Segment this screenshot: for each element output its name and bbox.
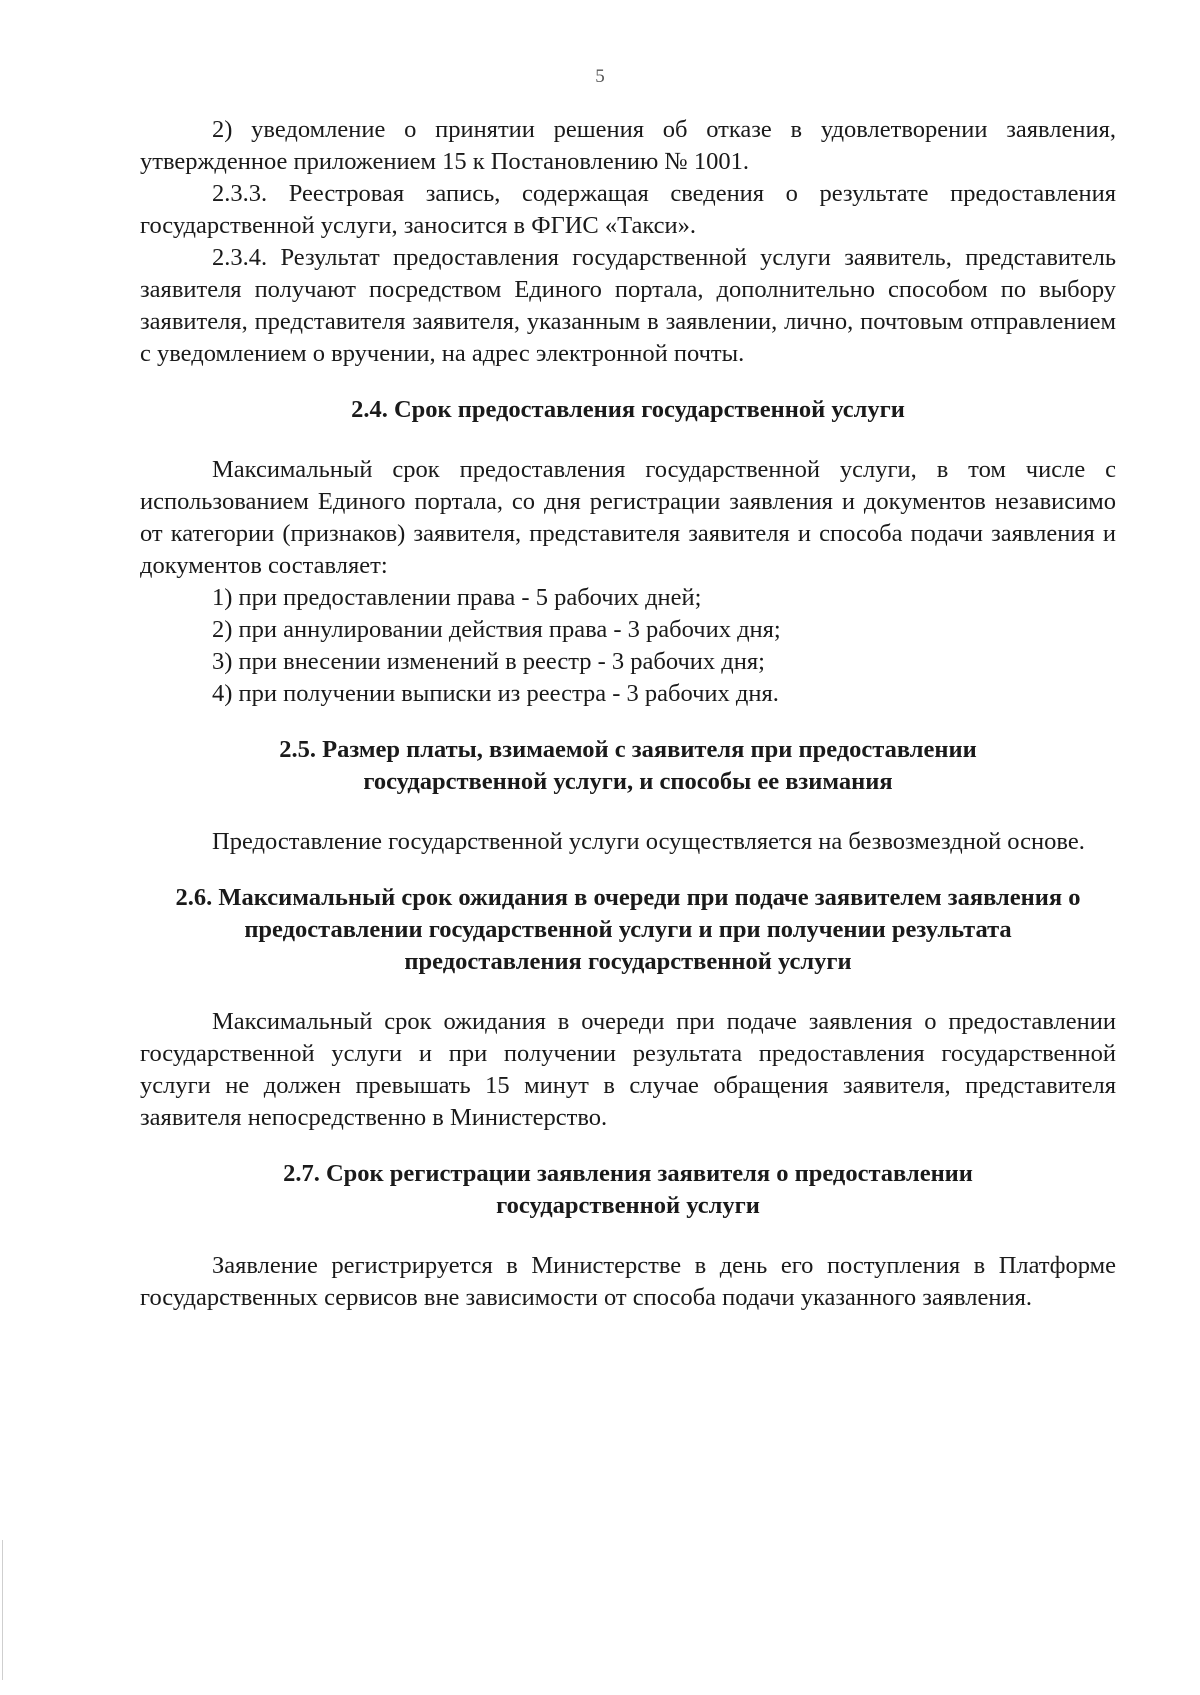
heading-2-4: 2.4. Срок предоставления государственной услуги xyxy=(351,396,905,423)
list-item-4: 4) при получении выписки из реестра - 3 рабочих дня. xyxy=(212,680,779,707)
paragraph-queue-time: Максимальный срок ожидания в очереди при подаче заявления о предоставлении государственной услуги и при получении результата предоставления государственной услуги не должен превышать 15 минут в случае обращения заявителя, представителя заявителя непосредственно в Министерство. xyxy=(140,1008,1116,1131)
list-item-2: 2) при аннулировании действия права - 3 рабочих дня; xyxy=(212,616,781,643)
heading-2-7: 2.7. Срок регистрации заявления заявителя о предоставлении государственной услуги xyxy=(283,1160,973,1219)
paragraph-registration: Заявление регистрируется в Министерстве в день его поступления в Платформе государственных сервисов вне зависимости от способа подачи указанного заявления. xyxy=(140,1252,1116,1311)
list-item-3: 3) при внесении изменений в реестр - 3 рабочих дня; xyxy=(212,648,765,675)
list-item-1: 1) при предоставлении права - 5 рабочих дней; xyxy=(212,584,702,611)
page-number: 5 xyxy=(595,66,605,87)
paragraph-2-3-3: 2.3.3. Реестровая запись, содержащая сведения о результате предоставления государственной услуги, заносится в ФГИС «Такси». xyxy=(140,180,1116,239)
paragraph-fee: Предоставление государственной услуги осуществляется на безвозмездной основе. xyxy=(212,828,1085,855)
paragraph-2-3-4: 2.3.4. Результат предоставления государственной услуги заявитель, представитель заявителя получают посредством Единого портала, дополнительно способом по выбору заявителя, представителя заявителя, указанным в заявлении, лично, почтовым отправлением с уведомлением о вручении, на адрес электронной почты. xyxy=(140,244,1116,367)
scan-edge-mark xyxy=(2,1540,3,1680)
document-body xyxy=(140,114,1116,1314)
paragraph-max-term: Максимальный срок предоставления государственной услуги, в том числе с использованием Единого портала, со дня регистрации заявления и документов независимо от категории (признаков) заявителя, представителя заявителя и способа подачи заявления и документов составляет: xyxy=(140,456,1116,579)
paragraph-2-3-2-item-2: 2) уведомление о принятии решения об отказе в удовлетворении заявления, утвержденное приложением 15 к Постановлению № 1001. xyxy=(140,116,1116,175)
heading-2-5: 2.5. Размер платы, взимаемой с заявителя при предоставлении государственной услуги, и способы ее взимания xyxy=(279,736,977,795)
heading-2-6: 2.6. Максимальный срок ожидания в очереди при подаче заявителем заявления о предоставлении государственной услуги и при получении результата предоставления государственной услуги xyxy=(175,884,1081,975)
